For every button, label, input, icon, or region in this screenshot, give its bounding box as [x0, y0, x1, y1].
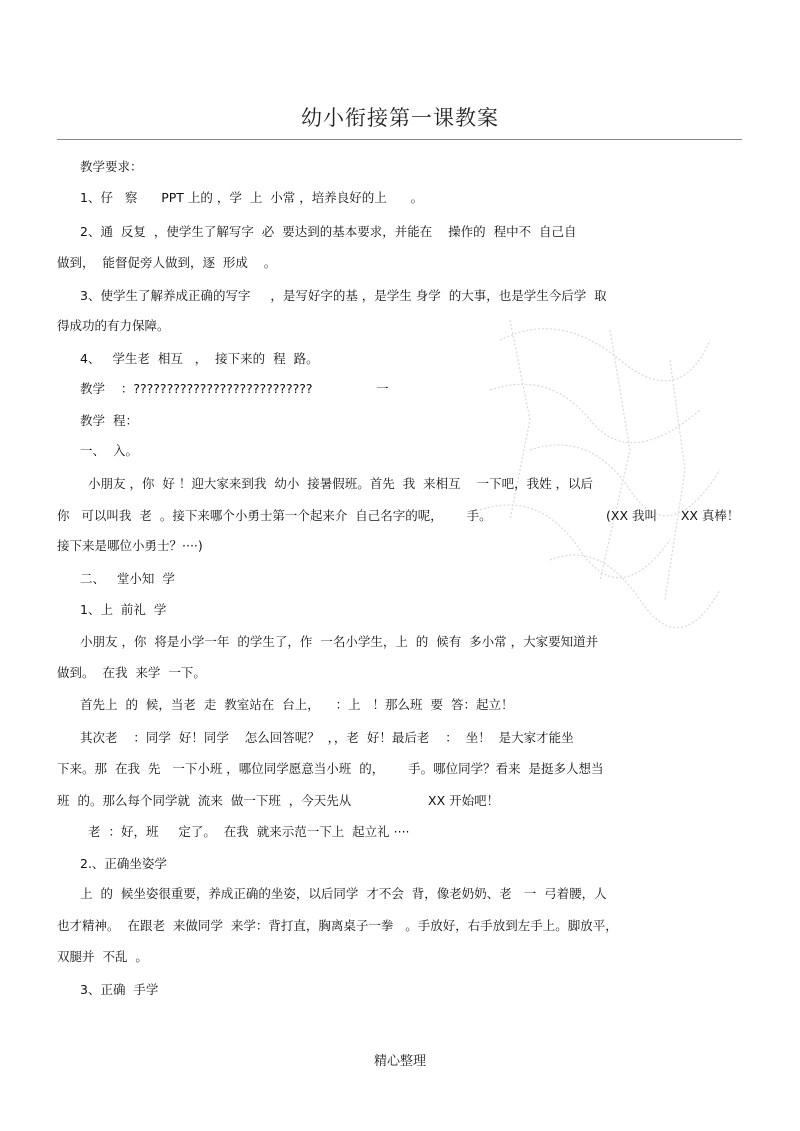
text-line: 上 的 候坐姿很重要，养成正确的坐姿，以后同学 才不会 背，像老奶奶、老 一 弓着腰，人	[80, 886, 607, 901]
subsection-heading: 2.、正确坐姿学	[80, 856, 167, 871]
section-heading: 二、 堂小知 学	[80, 571, 175, 586]
text-line: 也才精神。 在跟老 来做同学 来学：背打直，胸离桌子一拳 。手放好，右手放到左手上。脚放平，	[57, 918, 618, 933]
text-line: 得成功的有力保障。	[57, 318, 170, 333]
text-line: 你 可以叫我 老 。接下来哪个小勇士第一个起来介 自己名字的呢， 手。	[57, 508, 492, 523]
text-line: 小朋友 ，你 好 ！迎大家来到我 幼小 接暑假班。首先 我 来相互 一下吧，我姓 ，以后	[88, 476, 594, 491]
text-line: XX 开始吧！	[428, 793, 500, 808]
text-line: 班 的。那么每个同学就 流来 做一下班 ，今天先从	[57, 793, 352, 808]
text-line: 老 ：好，班 定了。 在我 就来示范一下上 起立礼 ····	[88, 824, 410, 839]
text-line: 接下来是哪位小勇士？····)	[57, 538, 203, 553]
text-line: 一、 入。	[80, 443, 138, 458]
subsection-heading: 3、正确 手学	[80, 982, 159, 997]
text-line: 4、 学生老 相互 ， 接下来的 程 路。	[80, 351, 319, 366]
text-line: 3、使学生了解养成正确的写字 ，是写好字的基 ，是学生 身学 的大事，也是学生今后学 取	[80, 288, 607, 303]
text-line: 首先上 的 候，当老 走 教室站在 台上， ：上 ！那么班 要 答：起立！	[80, 697, 514, 712]
text-line: (XX 我叫 XX 真棒！	[606, 508, 740, 523]
watermark-scribble	[470, 300, 730, 630]
text-line: 教学 程：	[80, 413, 138, 428]
title-divider	[57, 139, 742, 140]
text-line: 双腿并 不乱 。	[57, 949, 148, 964]
text-line: 其次老 ：同学 好！同学 怎么回答呢？ ，，老 好！最后老 ： 坐！ 是大家才能坐	[80, 730, 574, 745]
text-line: 小朋友 ，你 将是小学一年 的学生了，作 一名小学生，上 的 候有 多小常 ，大家要知道并	[80, 634, 599, 649]
text-line: 做到， 能督促旁人做到，逐 形成 。	[57, 255, 277, 270]
text-line: 1、仔 察 PPT 上的 ，学 上 小常 ，培养良好的上 。	[80, 190, 424, 205]
text-line: 做到。 在我 来学 一下。	[57, 665, 206, 680]
document-title: 幼小衔接第一课教案	[301, 106, 499, 130]
text-line: 教学要求：	[80, 159, 143, 174]
subsection-heading: 1、上 前礼 学	[80, 602, 167, 617]
text-line: 教学 ：??????????????????????????? 一	[80, 381, 389, 396]
page-footer: 精心整理	[373, 1054, 426, 1069]
text-line: 2、通 反复 ，使学生了解写字 必 要达到的基本要求，并能在 操作的 程中不 自己自	[80, 224, 577, 239]
text-line: 下来。那 在我 先 一下小班 ，哪位同学愿意当小班 的， 手。哪位同学？看来 是挺多人想当	[57, 761, 604, 776]
